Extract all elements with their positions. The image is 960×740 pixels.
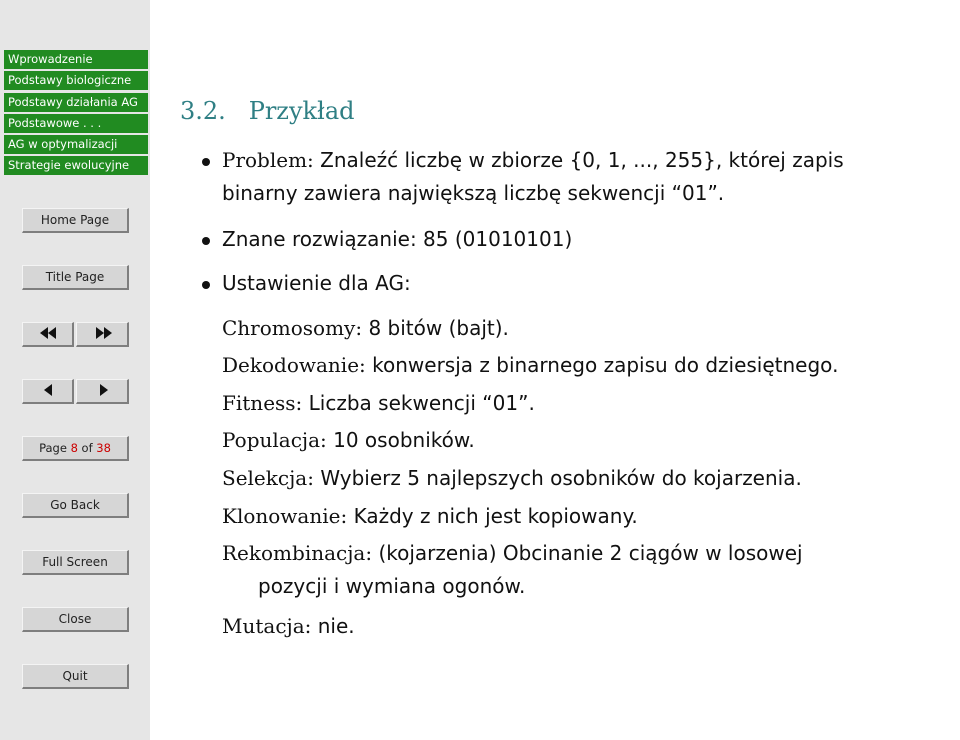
section-link-strategie-ewolucyjne[interactable]: Strategie ewolucyjne: [4, 156, 148, 175]
section-link-wprowadzenie[interactable]: Wprowadzenie: [4, 50, 148, 69]
next-page-button[interactable]: [76, 379, 129, 404]
section-link-podstawy-biologiczne[interactable]: Podstawy biologiczne: [4, 71, 148, 90]
item-rekombinacja: [222, 541, 803, 565]
problem-label: Problem:: [222, 148, 314, 172]
go-back-button[interactable]: Go Back: [22, 493, 129, 518]
page-of-label: of: [81, 441, 93, 455]
bullet-icon: [202, 281, 210, 289]
setup-heading: Ustawienie dla AG:: [222, 271, 411, 295]
item-populacja: [222, 428, 475, 452]
page-label: Page: [39, 441, 67, 455]
left-arrow-icon: [24, 380, 72, 400]
close-button[interactable]: Close: [22, 607, 129, 632]
navigation-sidebar: [0, 0, 150, 740]
item-text: Wybierz 5 najlepszych osobników do kojarzenia.: [320, 466, 802, 490]
item-text: 10 osobników.: [333, 428, 475, 452]
current-page-number: 8: [70, 441, 78, 455]
first-page-button[interactable]: [22, 322, 74, 347]
item-selekcja: [222, 466, 802, 490]
item-chromosomy: [222, 316, 509, 340]
item-rekombinacja-cont: pozycji i wymiana ogonów.: [258, 574, 526, 598]
section-link-ag-optymalizacji[interactable]: AG w optymalizacji: [4, 135, 148, 154]
section-link-podstawowe[interactable]: Podstawowe . . .: [4, 114, 148, 133]
double-left-arrow-icon: [24, 323, 72, 343]
item-text: Liczba sekwencji “01”.: [308, 391, 535, 415]
item-text: konwersja z binarnego zapisu do dziesiętnego.: [372, 353, 839, 377]
item-klonowanie: [222, 504, 638, 528]
item-label: Populacja:: [222, 428, 327, 452]
bullet-icon: [202, 237, 210, 245]
slide-title: [180, 97, 355, 125]
quit-button[interactable]: Quit: [22, 664, 129, 689]
known-solution: Znane rozwiązanie: 85 (01010101): [222, 227, 573, 251]
full-screen-button[interactable]: Full Screen: [22, 550, 129, 575]
page-indicator: [22, 436, 129, 461]
item-label: Fitness:: [222, 391, 303, 415]
item-dekodowanie: [222, 353, 838, 377]
last-page-button[interactable]: [76, 322, 129, 347]
previous-page-button[interactable]: [22, 379, 74, 404]
problem-text-1: Znaleźć liczbę w zbiorze {0, 1, ..., 255}, której zapis: [320, 148, 844, 172]
double-right-arrow-icon: [78, 323, 126, 343]
bullet-icon: [202, 158, 210, 166]
section-link-podstawy-dzialania[interactable]: Podstawy działania AG: [4, 93, 148, 112]
item-label: Selekcja:: [222, 466, 314, 490]
home-page-button[interactable]: Home Page: [22, 208, 129, 233]
right-arrow-icon: [78, 380, 126, 400]
item-label: Rekombinacja:: [222, 541, 373, 565]
title-page-button[interactable]: Title Page: [22, 265, 129, 290]
item-label: Klonowanie:: [222, 504, 348, 528]
item-label: Mutacja:: [222, 614, 312, 638]
item-mutacja: [222, 614, 355, 638]
item-text: Każdy z nich jest kopiowany.: [353, 504, 638, 528]
item-label: Chromosomy:: [222, 316, 363, 340]
section-title: Przykład: [248, 97, 355, 125]
total-pages-number: 38: [96, 441, 111, 455]
item-text: nie.: [317, 614, 355, 638]
item-text: 8 bitów (bajt).: [368, 316, 509, 340]
section-number: 3.2.: [180, 97, 226, 125]
problem-line-1: [222, 148, 844, 172]
problem-line-2: binarny zawiera największą liczbę sekwencji “01”.: [222, 181, 725, 205]
item-label: Dekodowanie:: [222, 353, 366, 377]
item-text: (kojarzenia) Obcinanie 2 ciągów w losowej: [378, 541, 803, 565]
item-fitness: [222, 391, 535, 415]
